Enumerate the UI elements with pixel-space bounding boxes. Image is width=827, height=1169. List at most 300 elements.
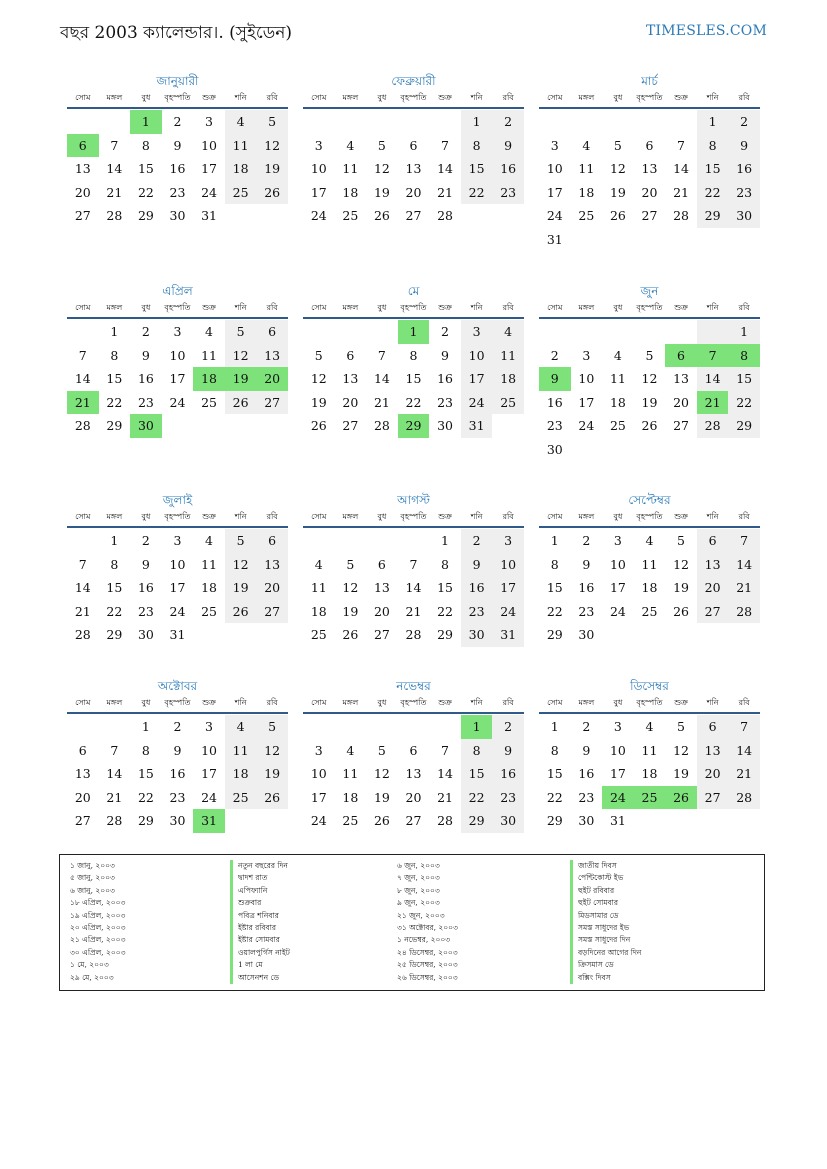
day-cell[interactable]: 12 — [373, 161, 390, 177]
day-cell[interactable]: 11 — [578, 161, 595, 177]
day-cell[interactable]: 8 — [461, 134, 493, 158]
day-cell[interactable]: 22 — [546, 789, 563, 805]
day-cell[interactable]: 11 — [201, 556, 217, 572]
day-cell[interactable]: 27 — [405, 208, 422, 224]
day-cell[interactable]: 4 — [225, 715, 257, 739]
day-cell[interactable]: 28 — [697, 414, 729, 438]
day-cell[interactable]: 21 — [673, 184, 689, 200]
day-cell[interactable]: 23 — [578, 603, 595, 619]
day-cell[interactable]: 19 — [225, 367, 257, 391]
day-cell[interactable]: 22 — [546, 603, 563, 619]
day-cell[interactable]: 29 — [106, 627, 123, 643]
day-cell[interactable]: 3 — [314, 742, 323, 758]
day-cell[interactable]: 13 — [256, 344, 288, 368]
day-cell[interactable]: 7 — [78, 556, 87, 572]
day-cell[interactable]: 24 — [609, 603, 626, 619]
day-cell[interactable]: 4 — [346, 137, 355, 153]
day-cell[interactable]: 11 — [225, 739, 257, 763]
day-cell[interactable]: 26 — [373, 208, 390, 224]
day-cell[interactable]: 29 — [437, 627, 453, 643]
day-cell[interactable]: 18 — [609, 394, 626, 410]
day-cell[interactable]: 11 — [342, 161, 359, 177]
day-cell[interactable]: 25 — [492, 391, 524, 415]
day-cell[interactable]: 20 — [256, 576, 288, 600]
day-cell[interactable]: 18 — [225, 762, 257, 786]
day-cell[interactable]: 15 — [437, 580, 453, 596]
day-cell[interactable]: 16 — [169, 766, 186, 782]
day-cell[interactable]: 6 — [697, 529, 729, 553]
day-cell[interactable]: 4 — [492, 320, 524, 344]
day-cell[interactable]: 7 — [110, 137, 119, 153]
day-cell[interactable]: 20 — [74, 184, 91, 200]
day-cell[interactable]: 2 — [550, 347, 559, 363]
day-cell[interactable]: 16 — [578, 580, 595, 596]
day-cell[interactable]: 4 — [645, 533, 654, 548]
day-cell[interactable]: 18 — [641, 766, 658, 782]
day-cell[interactable]: 2 — [492, 715, 524, 739]
day-cell[interactable]: 19 — [673, 766, 689, 782]
day-cell[interactable]: 11 — [201, 347, 217, 363]
day-cell[interactable]: 3 — [582, 347, 591, 363]
day-cell[interactable]: 28 — [106, 813, 123, 829]
day-cell[interactable]: 17 — [201, 161, 217, 177]
day-cell[interactable]: 24 — [602, 786, 634, 810]
day-cell[interactable]: 14 — [673, 161, 689, 177]
day-cell[interactable]: 25 — [634, 786, 666, 810]
day-cell[interactable]: 29 — [697, 204, 729, 228]
day-cell[interactable]: 5 — [346, 556, 355, 572]
day-cell[interactable]: 22 — [106, 394, 123, 410]
day-cell[interactable]: 8 — [697, 134, 729, 158]
day-cell[interactable]: 19 — [373, 789, 390, 805]
day-cell[interactable]: 19 — [641, 394, 658, 410]
day-cell[interactable]: 19 — [373, 184, 390, 200]
day-cell[interactable]: 8 — [441, 556, 449, 572]
day-cell[interactable]: 25 — [609, 418, 626, 434]
day-cell[interactable]: 11 — [342, 766, 359, 782]
day-cell[interactable]: 14 — [74, 580, 91, 596]
day-cell[interactable]: 26 — [225, 600, 257, 624]
day-cell[interactable]: 31 — [492, 623, 524, 647]
day-cell[interactable]: 10 — [546, 161, 563, 177]
day-cell[interactable]: 21 — [67, 391, 99, 415]
day-cell[interactable]: 26 — [609, 208, 626, 224]
day-cell[interactable]: 26 — [373, 813, 390, 829]
day-cell[interactable]: 20 — [405, 184, 422, 200]
day-cell[interactable]: 28 — [74, 627, 91, 643]
day-cell[interactable]: 28 — [728, 600, 760, 624]
day-cell[interactable]: 22 — [461, 181, 493, 205]
day-cell[interactable]: 14 — [106, 766, 123, 782]
day-cell[interactable]: 4 — [613, 347, 622, 363]
day-cell[interactable]: 12 — [342, 580, 359, 596]
day-cell[interactable]: 26 — [342, 627, 359, 643]
day-cell[interactable]: 10 — [201, 742, 217, 758]
day-cell[interactable]: 29 — [137, 208, 154, 224]
day-cell[interactable]: 3 — [550, 137, 559, 153]
day-cell[interactable]: 24 — [461, 391, 493, 415]
day-cell[interactable]: 18 — [193, 367, 225, 391]
day-cell[interactable]: 13 — [74, 161, 91, 177]
day-cell[interactable]: 14 — [697, 367, 729, 391]
day-cell[interactable]: 20 — [697, 576, 729, 600]
day-cell[interactable]: 12 — [256, 739, 288, 763]
day-cell[interactable]: 3 — [314, 137, 323, 153]
day-cell[interactable]: 27 — [697, 600, 729, 624]
day-cell[interactable]: 5 — [677, 719, 685, 734]
day-cell[interactable]: 17 — [546, 184, 563, 200]
day-cell[interactable]: 17 — [578, 394, 595, 410]
day-cell[interactable]: 31 — [461, 414, 493, 438]
day-cell[interactable]: 18 — [641, 580, 658, 596]
day-cell[interactable]: 23 — [492, 786, 524, 810]
day-cell[interactable]: 24 — [201, 789, 217, 805]
day-cell[interactable]: 11 — [609, 371, 626, 387]
day-cell[interactable]: 21 — [74, 603, 91, 619]
day-cell[interactable]: 16 — [492, 762, 524, 786]
day-cell[interactable]: 27 — [405, 813, 422, 829]
day-cell[interactable]: 23 — [546, 418, 563, 434]
day-cell[interactable]: 15 — [461, 157, 493, 181]
day-cell[interactable]: 26 — [673, 603, 689, 619]
day-cell[interactable]: 8 — [141, 742, 150, 758]
day-cell[interactable]: 2 — [461, 529, 493, 553]
day-cell[interactable]: 18 — [225, 157, 257, 181]
day-cell[interactable]: 17 — [310, 789, 327, 805]
day-cell[interactable]: 17 — [310, 184, 327, 200]
day-cell[interactable]: 21 — [437, 184, 453, 200]
day-cell[interactable]: 22 — [137, 184, 154, 200]
day-cell[interactable]: 30 — [137, 627, 154, 643]
day-cell[interactable]: 21 — [697, 391, 729, 415]
day-cell[interactable]: 25 — [641, 603, 658, 619]
day-cell[interactable]: 24 — [169, 603, 186, 619]
day-cell[interactable]: 19 — [256, 157, 288, 181]
day-cell[interactable]: 8 — [550, 556, 559, 572]
day-cell[interactable]: 21 — [106, 789, 123, 805]
day-cell[interactable]: 15 — [546, 580, 563, 596]
day-cell[interactable]: 10 — [310, 766, 327, 782]
day-cell[interactable]: 8 — [110, 556, 119, 572]
day-cell[interactable]: 23 — [728, 181, 760, 205]
day-cell[interactable]: 29 — [106, 418, 123, 434]
day-cell[interactable]: 7 — [110, 742, 119, 758]
day-cell[interactable]: 15 — [405, 371, 422, 387]
day-cell[interactable]: 30 — [461, 623, 493, 647]
day-cell[interactable]: 30 — [492, 809, 524, 833]
day-cell[interactable]: 3 — [173, 533, 182, 548]
day-cell[interactable]: 1 — [728, 320, 760, 344]
day-cell[interactable]: 27 — [256, 600, 288, 624]
day-cell[interactable]: 20 — [373, 603, 390, 619]
day-cell[interactable]: 29 — [137, 813, 154, 829]
day-cell[interactable]: 13 — [673, 371, 689, 387]
day-cell[interactable]: 7 — [78, 347, 87, 363]
day-cell[interactable]: 2 — [492, 110, 524, 134]
day-cell[interactable]: 5 — [225, 529, 257, 553]
day-cell[interactable]: 27 — [641, 208, 658, 224]
day-cell[interactable]: 30 — [578, 813, 595, 829]
day-cell[interactable]: 1 — [461, 715, 493, 739]
day-cell[interactable]: 5 — [256, 110, 288, 134]
day-cell[interactable]: 13 — [697, 553, 729, 577]
day-cell[interactable]: 22 — [697, 181, 729, 205]
day-cell[interactable]: 29 — [728, 414, 760, 438]
day-cell[interactable]: 1 — [461, 110, 493, 134]
day-cell[interactable]: 9 — [539, 367, 571, 391]
day-cell[interactable]: 4 — [205, 324, 213, 339]
day-cell[interactable]: 6 — [697, 715, 729, 739]
day-cell[interactable]: 21 — [728, 576, 760, 600]
day-cell[interactable]: 6 — [645, 137, 654, 153]
day-cell[interactable]: 13 — [405, 766, 422, 782]
day-cell[interactable]: 29 — [398, 414, 430, 438]
day-cell[interactable]: 9 — [173, 742, 182, 758]
day-cell[interactable]: 16 — [137, 580, 154, 596]
day-cell[interactable]: 16 — [492, 157, 524, 181]
day-cell[interactable]: 1 — [550, 533, 559, 548]
day-cell[interactable]: 20 — [673, 394, 689, 410]
day-cell[interactable]: 11 — [492, 344, 524, 368]
day-cell[interactable]: 14 — [74, 371, 91, 387]
day-cell[interactable]: 7 — [728, 529, 760, 553]
day-cell[interactable]: 31 — [193, 809, 225, 833]
day-cell[interactable]: 3 — [613, 533, 622, 548]
day-cell[interactable]: 30 — [578, 627, 595, 643]
day-cell[interactable]: 25 — [578, 208, 595, 224]
day-cell[interactable]: 17 — [461, 367, 493, 391]
day-cell[interactable]: 16 — [137, 371, 154, 387]
day-cell[interactable]: 7 — [377, 347, 386, 363]
day-cell[interactable]: 12 — [310, 371, 327, 387]
day-cell[interactable]: 14 — [437, 161, 453, 177]
day-cell[interactable]: 28 — [405, 627, 422, 643]
day-cell[interactable]: 10 — [310, 161, 327, 177]
day-cell[interactable]: 2 — [582, 533, 591, 548]
day-cell[interactable]: 5 — [645, 347, 654, 363]
day-cell[interactable]: 5 — [613, 137, 622, 153]
day-cell[interactable]: 10 — [492, 553, 524, 577]
day-cell[interactable]: 24 — [310, 813, 327, 829]
day-cell[interactable]: 7 — [728, 715, 760, 739]
day-cell[interactable]: 24 — [169, 394, 186, 410]
day-cell[interactable]: 27 — [697, 786, 729, 810]
day-cell[interactable]: 30 — [728, 204, 760, 228]
day-cell[interactable]: 14 — [106, 161, 123, 177]
day-cell[interactable]: 2 — [141, 533, 150, 548]
day-cell[interactable]: 9 — [441, 347, 449, 363]
day-cell[interactable]: 2 — [441, 324, 449, 339]
day-cell[interactable]: 15 — [697, 157, 729, 181]
day-cell[interactable]: 10 — [609, 742, 626, 758]
day-cell[interactable]: 11 — [225, 134, 257, 158]
day-cell[interactable]: 13 — [256, 553, 288, 577]
day-cell[interactable]: 1 — [110, 533, 119, 548]
day-cell[interactable]: 9 — [173, 137, 182, 153]
day-cell[interactable]: 26 — [641, 418, 658, 434]
day-cell[interactable]: 9 — [728, 134, 760, 158]
day-cell[interactable]: 10 — [201, 137, 217, 153]
day-cell[interactable]: 17 — [492, 576, 524, 600]
day-cell[interactable]: 2 — [141, 324, 150, 339]
day-cell[interactable]: 18 — [201, 580, 217, 596]
day-cell[interactable]: 14 — [373, 371, 390, 387]
day-cell[interactable]: 28 — [673, 208, 689, 224]
day-cell[interactable]: 9 — [582, 556, 591, 572]
day-cell[interactable]: 27 — [74, 208, 91, 224]
day-cell[interactable]: 4 — [225, 110, 257, 134]
day-cell[interactable]: 12 — [641, 371, 658, 387]
day-cell[interactable]: 7 — [441, 137, 449, 153]
day-cell[interactable]: 16 — [546, 394, 563, 410]
day-cell[interactable]: 13 — [373, 580, 390, 596]
day-cell[interactable]: 24 — [310, 208, 327, 224]
day-cell[interactable]: 9 — [582, 742, 591, 758]
day-cell[interactable]: 17 — [609, 580, 626, 596]
day-cell[interactable]: 18 — [492, 367, 524, 391]
day-cell[interactable]: 5 — [314, 347, 323, 363]
day-cell[interactable]: 8 — [728, 344, 760, 368]
day-cell[interactable]: 2 — [728, 110, 760, 134]
day-cell[interactable]: 19 — [342, 603, 359, 619]
day-cell[interactable]: 23 — [578, 789, 595, 805]
day-cell[interactable]: 30 — [437, 418, 453, 434]
day-cell[interactable]: 27 — [373, 627, 390, 643]
day-cell[interactable]: 17 — [201, 766, 217, 782]
day-cell[interactable]: 6 — [409, 742, 418, 758]
day-cell[interactable]: 8 — [550, 742, 559, 758]
day-cell[interactable]: 21 — [437, 789, 453, 805]
day-cell[interactable]: 1 — [398, 320, 430, 344]
day-cell[interactable]: 22 — [437, 603, 453, 619]
day-cell[interactable]: 30 — [546, 441, 563, 457]
day-cell[interactable]: 27 — [256, 391, 288, 415]
day-cell[interactable]: 26 — [256, 786, 288, 810]
day-cell[interactable]: 25 — [310, 627, 327, 643]
day-cell[interactable]: 23 — [137, 603, 154, 619]
day-cell[interactable]: 6 — [377, 556, 386, 572]
day-cell[interactable]: 10 — [609, 556, 626, 572]
day-cell[interactable]: 3 — [205, 114, 213, 129]
day-cell[interactable]: 6 — [67, 134, 99, 158]
day-cell[interactable]: 23 — [461, 600, 493, 624]
day-cell[interactable]: 28 — [373, 418, 390, 434]
day-cell[interactable]: 4 — [314, 556, 323, 572]
day-cell[interactable]: 17 — [169, 371, 186, 387]
day-cell[interactable]: 26 — [256, 181, 288, 205]
day-cell[interactable]: 19 — [310, 394, 327, 410]
day-cell[interactable]: 10 — [578, 371, 595, 387]
day-cell[interactable]: 23 — [437, 394, 453, 410]
day-cell[interactable]: 16 — [437, 371, 453, 387]
day-cell[interactable]: 28 — [106, 208, 123, 224]
day-cell[interactable]: 10 — [169, 556, 186, 572]
day-cell[interactable]: 1 — [550, 719, 559, 734]
day-cell[interactable]: 16 — [461, 576, 493, 600]
day-cell[interactable]: 22 — [137, 789, 154, 805]
day-cell[interactable]: 5 — [225, 320, 257, 344]
day-cell[interactable]: 29 — [461, 809, 493, 833]
day-cell[interactable]: 1 — [141, 719, 150, 734]
day-cell[interactable]: 2 — [582, 719, 591, 734]
day-cell[interactable]: 6 — [346, 347, 355, 363]
day-cell[interactable]: 8 — [110, 347, 119, 363]
day-cell[interactable]: 3 — [461, 320, 493, 344]
day-cell[interactable]: 15 — [461, 762, 493, 786]
day-cell[interactable]: 29 — [546, 813, 563, 829]
day-cell[interactable]: 9 — [492, 739, 524, 763]
day-cell[interactable]: 3 — [492, 529, 524, 553]
day-cell[interactable]: 25 — [225, 181, 257, 205]
day-cell[interactable]: 12 — [373, 766, 390, 782]
day-cell[interactable]: 25 — [225, 786, 257, 810]
day-cell[interactable]: 25 — [201, 603, 217, 619]
day-cell[interactable]: 3 — [173, 324, 182, 339]
day-cell[interactable]: 13 — [342, 371, 359, 387]
day-cell[interactable]: 30 — [130, 414, 162, 438]
day-cell[interactable]: 1 — [110, 324, 119, 339]
day-cell[interactable]: 19 — [609, 184, 626, 200]
day-cell[interactable]: 25 — [201, 394, 217, 410]
day-cell[interactable]: 12 — [256, 134, 288, 158]
day-cell[interactable]: 18 — [310, 603, 327, 619]
day-cell[interactable]: 5 — [377, 742, 386, 758]
day-cell[interactable]: 23 — [169, 184, 186, 200]
day-cell[interactable]: 4 — [346, 742, 355, 758]
day-cell[interactable]: 20 — [405, 789, 422, 805]
day-cell[interactable]: 10 — [461, 344, 493, 368]
day-cell[interactable]: 24 — [578, 418, 595, 434]
day-cell[interactable]: 12 — [225, 344, 257, 368]
day-cell[interactable]: 8 — [461, 739, 493, 763]
site-link[interactable]: TIMESLES.COM — [646, 23, 767, 39]
day-cell[interactable]: 21 — [373, 394, 390, 410]
day-cell[interactable]: 20 — [641, 184, 658, 200]
day-cell[interactable]: 14 — [728, 553, 760, 577]
day-cell[interactable]: 1 — [697, 110, 729, 134]
day-cell[interactable]: 10 — [169, 347, 186, 363]
day-cell[interactable]: 27 — [673, 418, 689, 434]
day-cell[interactable]: 25 — [342, 813, 359, 829]
day-cell[interactable]: 9 — [141, 556, 150, 572]
day-cell[interactable]: 13 — [74, 766, 91, 782]
day-cell[interactable]: 23 — [169, 789, 186, 805]
day-cell[interactable]: 26 — [225, 391, 257, 415]
day-cell[interactable]: 20 — [256, 367, 288, 391]
day-cell[interactable]: 6 — [256, 529, 288, 553]
day-cell[interactable]: 3 — [613, 719, 622, 734]
day-cell[interactable]: 21 — [728, 762, 760, 786]
day-cell[interactable]: 7 — [697, 344, 729, 368]
day-cell[interactable]: 30 — [169, 813, 186, 829]
day-cell[interactable]: 9 — [492, 134, 524, 158]
day-cell[interactable]: 5 — [256, 715, 288, 739]
day-cell[interactable]: 14 — [728, 739, 760, 763]
day-cell[interactable]: 31 — [609, 813, 626, 829]
day-cell[interactable]: 11 — [641, 556, 658, 572]
day-cell[interactable]: 28 — [437, 208, 453, 224]
day-cell[interactable]: 1 — [441, 533, 449, 548]
day-cell[interactable]: 15 — [137, 766, 154, 782]
day-cell[interactable]: 26 — [665, 786, 697, 810]
day-cell[interactable]: 18 — [578, 184, 595, 200]
day-cell[interactable]: 7 — [677, 137, 685, 153]
day-cell[interactable]: 24 — [546, 208, 563, 224]
day-cell[interactable]: 16 — [578, 766, 595, 782]
day-cell[interactable]: 1 — [130, 110, 162, 134]
day-cell[interactable]: 31 — [546, 231, 563, 247]
day-cell[interactable]: 24 — [492, 600, 524, 624]
